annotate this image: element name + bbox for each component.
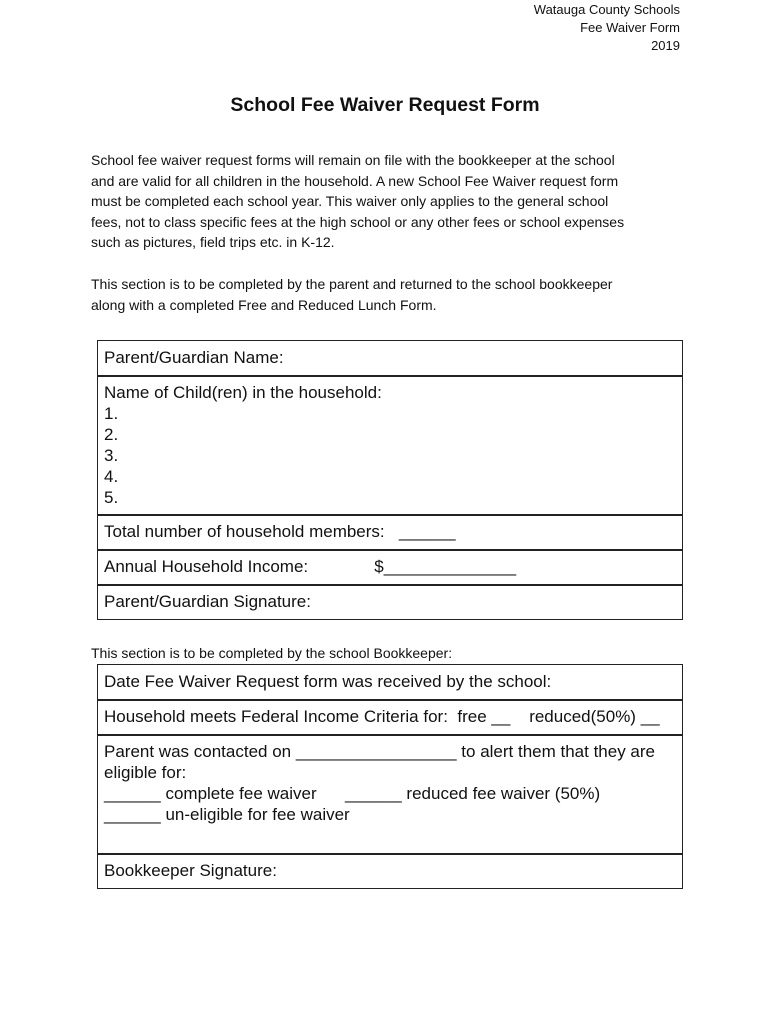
intro-line: School fee waiver request forms will remain on file with the bookkeeper at the school bbox=[91, 152, 615, 168]
child-line-3: 3. bbox=[104, 446, 119, 465]
bookkeeper-signature-label: Bookkeeper Signature: bbox=[104, 861, 277, 880]
intro-line: must be completed each school year. This waiver only applies to the general school bbox=[91, 193, 609, 209]
header-district: Watauga County Schools bbox=[533, 2, 680, 17]
intro-line: fees, not to class specific fees at the high school or any other fees or school expenses bbox=[91, 213, 625, 230]
household-members-label: Total number of household members: ______ bbox=[104, 522, 456, 541]
contacted-line-2: eligible for: bbox=[104, 763, 187, 782]
intro-line: and are valid for all children in the household. A new School Fee Waiver request form bbox=[91, 172, 619, 189]
page-title: School Fee Waiver Request Form bbox=[230, 94, 540, 116]
intro-line: such as pictures, field trips etc. in K-12. bbox=[91, 234, 335, 250]
guardian-name-label: Parent/Guardian Name: bbox=[104, 348, 284, 367]
intro-line: This section is to be completed by the parent and returned to the school bookkeeper bbox=[91, 276, 613, 292]
contacted-line-4: ______ un-eligible for fee waiver bbox=[104, 805, 350, 824]
contacted-line-3: ______ complete fee waiver ______ reduced fee waiver (50%) bbox=[104, 784, 601, 803]
child-line-2: 2. bbox=[104, 425, 119, 444]
header-year: 2019 bbox=[651, 38, 680, 53]
income-criteria-label: Household meets Federal Income Criteria for: free __ reduced(50%) __ bbox=[104, 707, 660, 726]
intro-line: along with a completed Free and Reduced Lunch Form. bbox=[91, 296, 437, 313]
date-received-label: Date Fee Waiver Request form was received by the school: bbox=[104, 672, 552, 691]
child-line-5: 5. bbox=[104, 488, 119, 507]
bookkeeper-section-label: This section is to be completed by the school Bookkeeper: bbox=[91, 645, 453, 661]
child-line-4: 4. bbox=[104, 467, 119, 486]
annual-income-label: Annual Household Income: $______________ bbox=[104, 557, 517, 576]
header-form-name: Fee Waiver Form bbox=[580, 20, 680, 35]
children-label: Name of Child(ren) in the household: bbox=[104, 383, 382, 402]
child-line-1: 1. bbox=[104, 404, 119, 423]
contacted-line-1: Parent was contacted on _________________ to alert them that they are bbox=[104, 742, 656, 761]
guardian-signature-label: Parent/Guardian Signature: bbox=[104, 592, 311, 611]
